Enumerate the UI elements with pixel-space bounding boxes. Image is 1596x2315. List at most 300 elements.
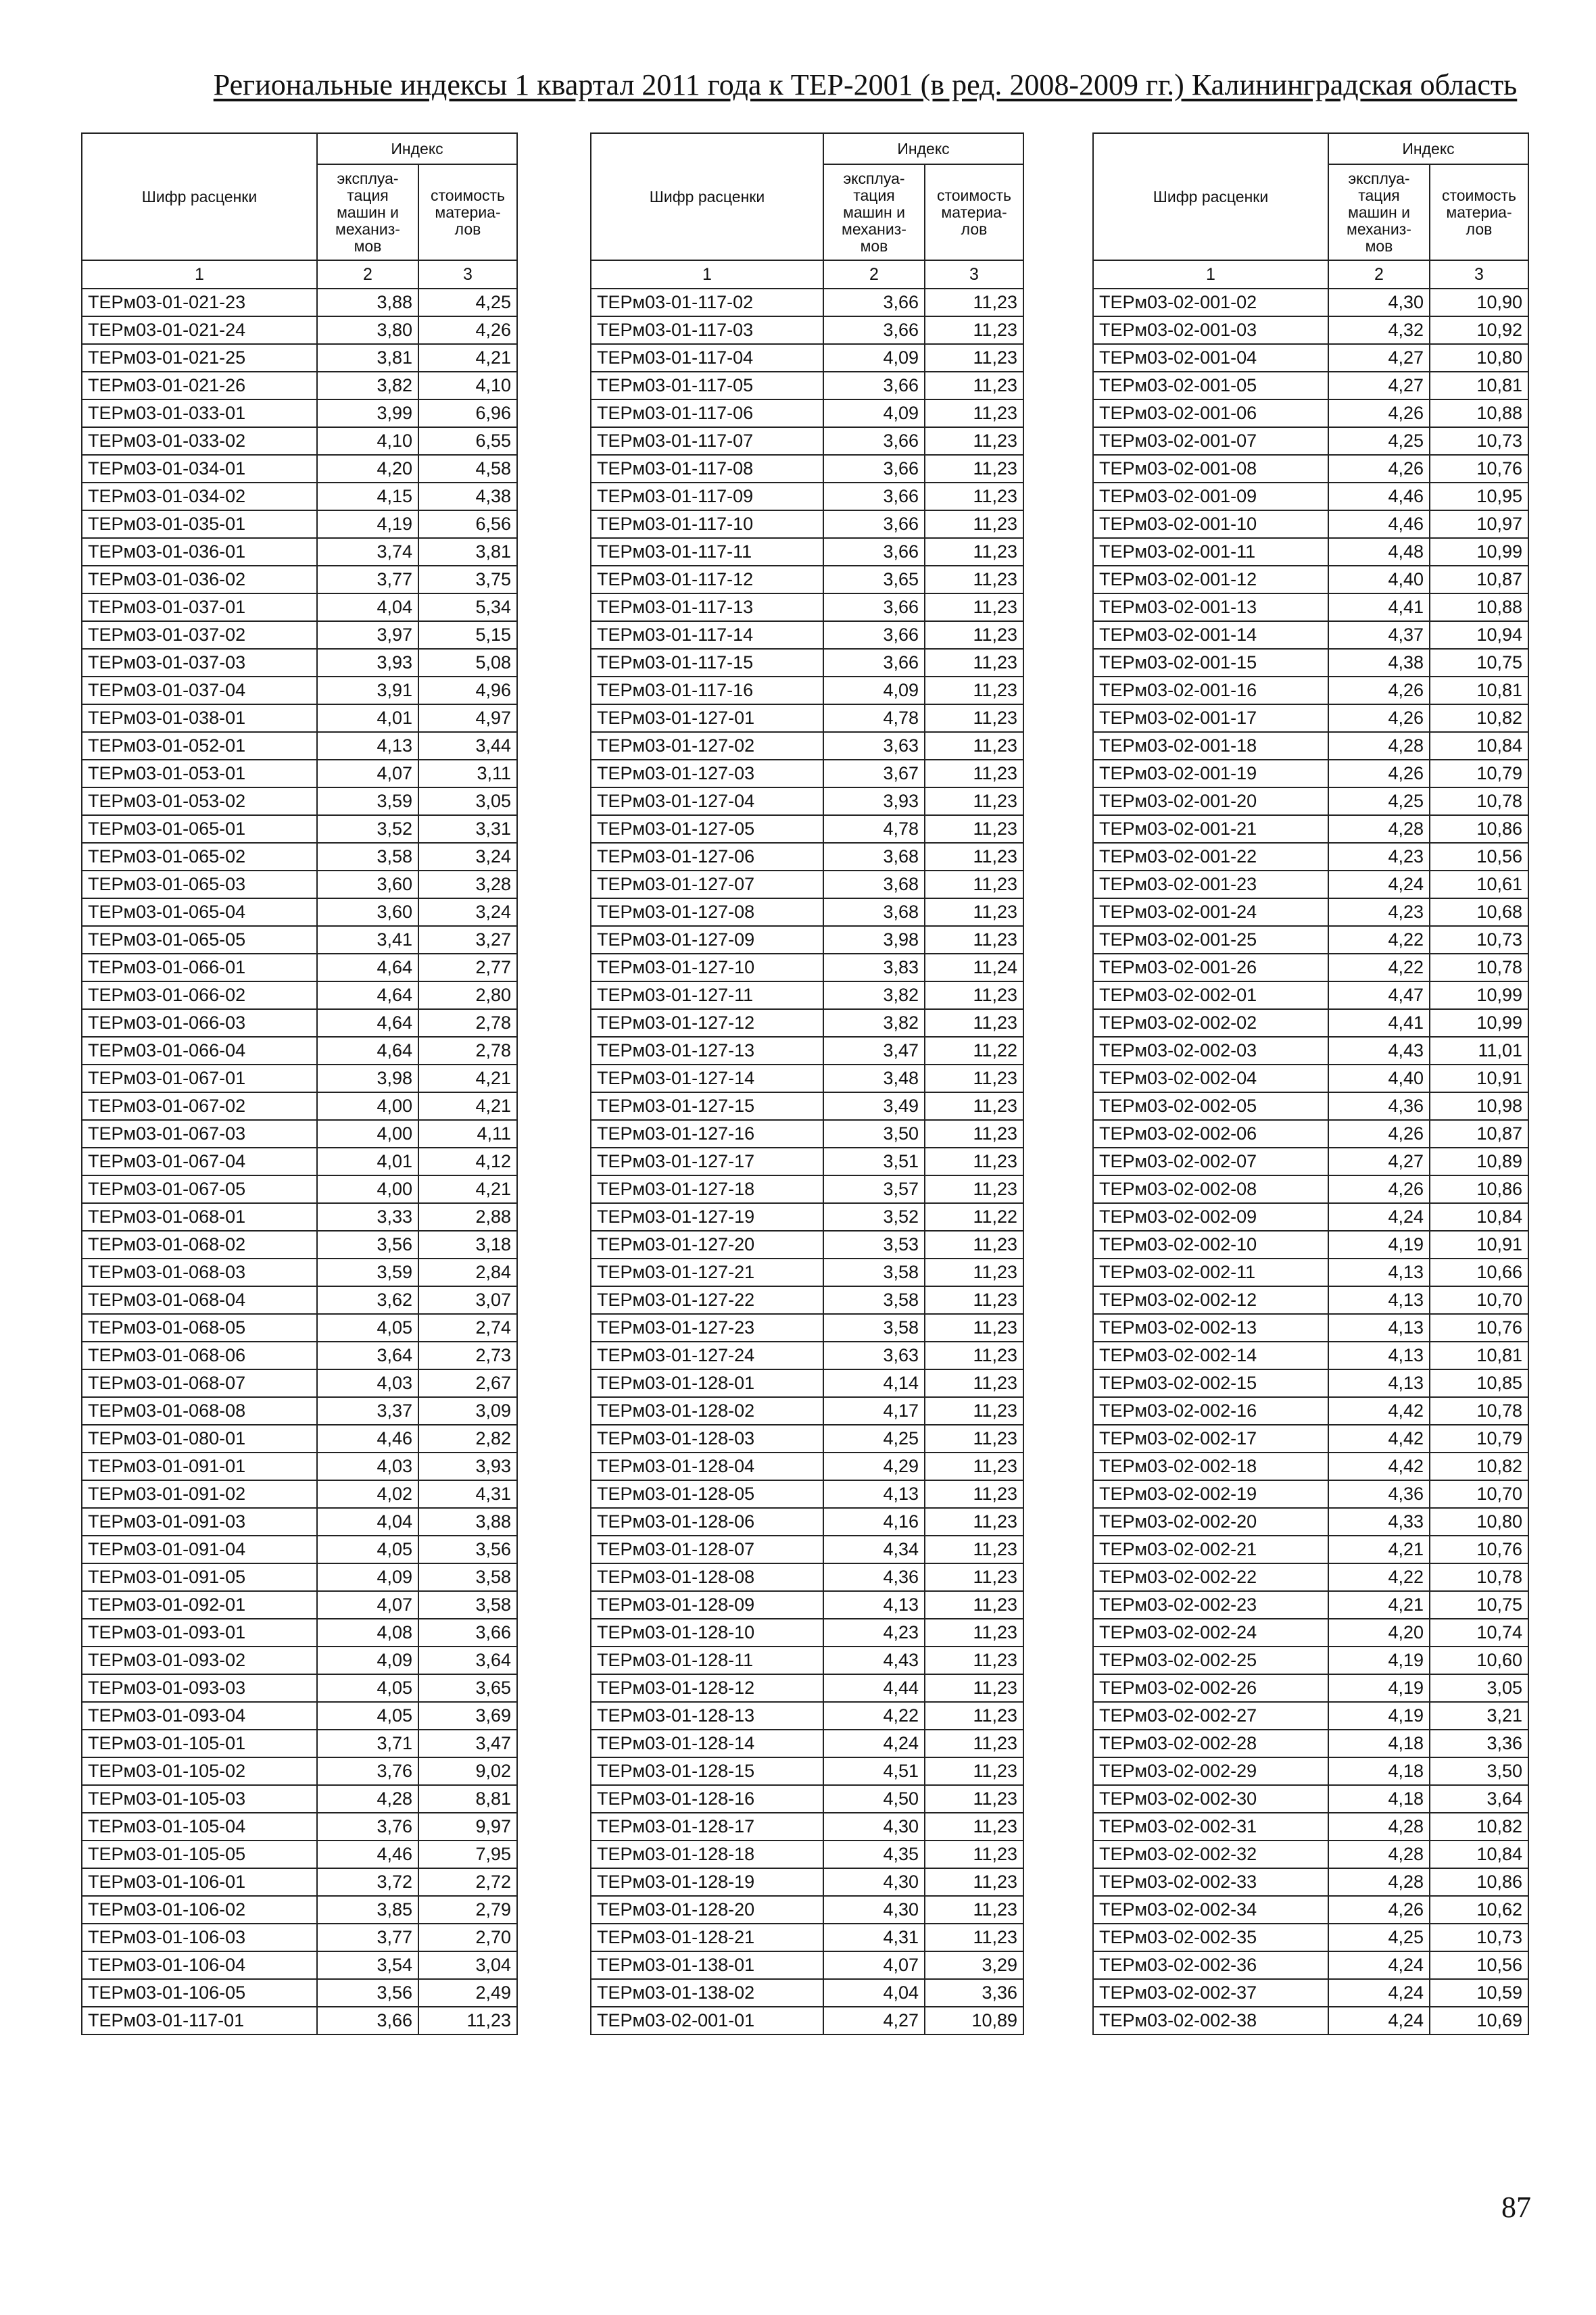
table-row [82, 1259, 517, 1286]
table-row [591, 1536, 1023, 1563]
rate-code: ТЕРм03-01-093-03 [82, 1674, 317, 1702]
table-row [82, 1647, 517, 1674]
table-row [1093, 1702, 1528, 1730]
materials-index: 4,97 [418, 704, 517, 732]
machines-index: 4,26 [1328, 760, 1430, 787]
machines-index: 4,01 [317, 1148, 418, 1175]
table-row [591, 399, 1023, 427]
materials-index: 10,99 [1430, 538, 1528, 566]
materials-index: 10,92 [1430, 316, 1528, 344]
materials-index: 11,23 [925, 344, 1023, 372]
table-row [591, 787, 1023, 815]
materials-index: 10,84 [1430, 1841, 1528, 1868]
machines-index: 4,05 [317, 1314, 418, 1342]
table-row [82, 621, 517, 649]
rate-code: ТЕРм03-02-001-04 [1093, 344, 1328, 372]
rate-code: ТЕРм03-02-002-33 [1093, 1868, 1328, 1896]
materials-index: 11,23 [925, 1453, 1023, 1480]
rate-code: ТЕРм03-02-002-02 [1093, 1009, 1328, 1037]
machines-index: 3,66 [317, 2007, 418, 2034]
rate-code: ТЕРм03-02-002-27 [1093, 1702, 1328, 1730]
machines-index: 3,54 [317, 1951, 418, 1979]
materials-index: 2,78 [418, 1037, 517, 1065]
table-row [1093, 1314, 1528, 1342]
table-row [82, 1148, 517, 1175]
table-row [591, 732, 1023, 760]
machines-index: 3,52 [317, 815, 418, 843]
rate-code: ТЕРм03-01-065-02 [82, 843, 317, 871]
rate-code: ТЕРм03-01-127-03 [591, 760, 823, 787]
table-row [591, 760, 1023, 787]
machines-index: 3,62 [317, 1286, 418, 1314]
machines-index: 4,48 [1328, 538, 1430, 566]
materials-index: 3,75 [418, 566, 517, 593]
rate-code: ТЕРм03-01-127-20 [591, 1231, 823, 1259]
table-row [1093, 1065, 1528, 1092]
materials-index: 3,58 [418, 1591, 517, 1619]
machines-index: 3,63 [823, 732, 925, 760]
header-num-3: 3 [925, 260, 1023, 289]
machines-index: 3,85 [317, 1896, 418, 1924]
materials-index: 10,78 [1430, 954, 1528, 981]
materials-index: 11,23 [925, 289, 1023, 316]
table-row [82, 1065, 517, 1092]
table-row [591, 1841, 1023, 1868]
index-table-2 [590, 132, 1024, 2035]
rate-code: ТЕРм03-02-001-19 [1093, 760, 1328, 787]
rate-code: ТЕРм03-01-106-04 [82, 1951, 317, 1979]
rate-code: ТЕРм03-01-117-01 [82, 2007, 317, 2034]
materials-index: 11,23 [925, 704, 1023, 732]
rate-code: ТЕРм03-02-001-18 [1093, 732, 1328, 760]
machines-index: 3,74 [317, 538, 418, 566]
table-row [82, 1009, 517, 1037]
rate-code: ТЕРм03-01-066-03 [82, 1009, 317, 1037]
materials-index: 3,44 [418, 732, 517, 760]
table-row [591, 1896, 1023, 1924]
table-row [82, 981, 517, 1009]
rate-code: ТЕРм03-01-037-04 [82, 677, 317, 704]
machines-index: 4,30 [823, 1896, 925, 1924]
materials-index: 11,23 [925, 427, 1023, 455]
rate-code: ТЕРм03-01-037-02 [82, 621, 317, 649]
materials-index: 11,23 [925, 1425, 1023, 1453]
table-row [82, 1120, 517, 1148]
rate-code: ТЕРм03-01-128-04 [591, 1453, 823, 1480]
machines-index: 3,98 [823, 926, 925, 954]
materials-index: 11,23 [925, 649, 1023, 677]
machines-index: 4,13 [823, 1480, 925, 1508]
rate-code: ТЕРм03-02-002-21 [1093, 1536, 1328, 1563]
materials-index: 3,50 [1430, 1757, 1528, 1785]
materials-index: 3,05 [1430, 1674, 1528, 1702]
machines-index: 4,07 [317, 760, 418, 787]
table-row [591, 1785, 1023, 1813]
machines-index: 4,36 [823, 1563, 925, 1591]
machines-index: 4,64 [317, 1009, 418, 1037]
machines-index: 3,58 [823, 1314, 925, 1342]
rate-code: ТЕРм03-02-002-01 [1093, 981, 1328, 1009]
table-row [82, 1924, 517, 1951]
materials-index: 11,23 [925, 1369, 1023, 1397]
machines-index: 4,04 [317, 593, 418, 621]
rate-code: ТЕРм03-01-128-11 [591, 1647, 823, 1674]
rate-code: ТЕРм03-01-105-04 [82, 1813, 317, 1841]
materials-index: 10,76 [1430, 455, 1528, 483]
rate-code: ТЕРм03-01-117-11 [591, 538, 823, 566]
machines-index: 4,14 [823, 1369, 925, 1397]
machines-index: 4,10 [317, 427, 418, 455]
header-num-3: 3 [1430, 260, 1528, 289]
materials-index: 10,88 [1430, 593, 1528, 621]
table-row [591, 1868, 1023, 1896]
rate-code: ТЕРм03-02-001-23 [1093, 871, 1328, 898]
materials-index: 11,23 [925, 1757, 1023, 1785]
materials-index: 10,80 [1430, 1508, 1528, 1536]
rate-code: ТЕРм03-01-091-05 [82, 1563, 317, 1591]
rate-code: ТЕРм03-02-001-06 [1093, 399, 1328, 427]
table-row [82, 1092, 517, 1120]
rate-code: ТЕРм03-01-128-18 [591, 1841, 823, 1868]
machines-index: 4,00 [317, 1175, 418, 1203]
table-row [82, 289, 517, 316]
materials-index: 10,73 [1430, 926, 1528, 954]
materials-index: 3,69 [418, 1702, 517, 1730]
table-row [591, 815, 1023, 843]
machines-index: 4,24 [823, 1730, 925, 1757]
materials-index: 10,99 [1430, 1009, 1528, 1037]
machines-index: 4,27 [1328, 344, 1430, 372]
table-row [591, 649, 1023, 677]
materials-index: 11,23 [925, 732, 1023, 760]
table-row [82, 2007, 517, 2034]
machines-index: 4,19 [1328, 1647, 1430, 1674]
rate-code: ТЕРм03-01-128-19 [591, 1868, 823, 1896]
header-num-2: 2 [317, 260, 418, 289]
materials-index: 11,23 [925, 1148, 1023, 1175]
machines-index: 4,02 [317, 1480, 418, 1508]
materials-index: 2,80 [418, 981, 517, 1009]
table-row [82, 787, 517, 815]
table-row [1093, 843, 1528, 871]
table-row [1093, 1591, 1528, 1619]
materials-index: 2,79 [418, 1896, 517, 1924]
materials-index: 11,23 [925, 1092, 1023, 1120]
table-row [591, 1259, 1023, 1286]
rate-code: ТЕРм03-02-002-30 [1093, 1785, 1328, 1813]
machines-index: 4,34 [823, 1536, 925, 1563]
machines-index: 4,09 [823, 677, 925, 704]
machines-index: 4,64 [317, 954, 418, 981]
materials-index: 3,88 [418, 1508, 517, 1536]
table-row [82, 1702, 517, 1730]
rate-code: ТЕРм03-01-093-01 [82, 1619, 317, 1647]
table-row [82, 1037, 517, 1065]
table-row [591, 843, 1023, 871]
machines-index: 4,25 [1328, 787, 1430, 815]
machines-index: 4,03 [317, 1369, 418, 1397]
rate-code: ТЕРм03-02-002-03 [1093, 1037, 1328, 1065]
machines-index: 4,15 [317, 483, 418, 510]
rate-code: ТЕРм03-01-128-21 [591, 1924, 823, 1951]
machines-index: 4,00 [317, 1092, 418, 1120]
table-row [591, 593, 1023, 621]
materials-index: 11,23 [925, 510, 1023, 538]
machines-index: 4,13 [1328, 1259, 1430, 1286]
table-row [1093, 1757, 1528, 1785]
materials-index: 4,12 [418, 1148, 517, 1175]
header-materials: стоимость материа- лов [925, 164, 1023, 260]
machines-index: 3,41 [317, 926, 418, 954]
rate-code: ТЕРм03-01-033-02 [82, 427, 317, 455]
rate-code: ТЕРм03-01-066-01 [82, 954, 317, 981]
materials-index: 11,23 [925, 1674, 1023, 1702]
table-row [82, 1619, 517, 1647]
rate-code: ТЕРм03-02-002-20 [1093, 1508, 1328, 1536]
machines-index: 4,23 [1328, 843, 1430, 871]
materials-index: 4,25 [418, 289, 517, 316]
table-row [591, 1951, 1023, 1979]
materials-index: 2,67 [418, 1369, 517, 1397]
page-title: Региональные индексы 1 квартал 2011 года к ТЕР-2001 (в ред. 2008-2009 гг.) Калининградская область [213, 68, 1518, 101]
machines-index: 3,49 [823, 1092, 925, 1120]
machines-index: 3,91 [317, 677, 418, 704]
rate-code: ТЕРм03-01-138-02 [591, 1979, 823, 2007]
machines-index: 4,19 [317, 510, 418, 538]
rate-code: ТЕРм03-01-128-13 [591, 1702, 823, 1730]
rate-code: ТЕРм03-01-068-06 [82, 1342, 317, 1369]
machines-index: 3,59 [317, 1259, 418, 1286]
materials-index: 11,23 [418, 2007, 517, 2034]
materials-index: 10,85 [1430, 1369, 1528, 1397]
machines-index: 4,04 [317, 1508, 418, 1536]
table-row [1093, 483, 1528, 510]
machines-index: 4,24 [1328, 871, 1430, 898]
materials-index: 10,75 [1430, 1591, 1528, 1619]
machines-index: 4,27 [1328, 1148, 1430, 1175]
materials-index: 10,80 [1430, 344, 1528, 372]
materials-index: 10,86 [1430, 1175, 1528, 1203]
machines-index: 4,28 [1328, 1813, 1430, 1841]
table-row [591, 621, 1023, 649]
table-row [1093, 1951, 1528, 1979]
materials-index: 10,81 [1430, 1342, 1528, 1369]
materials-index: 3,29 [925, 1951, 1023, 1979]
rate-code: ТЕРм03-01-106-02 [82, 1896, 317, 1924]
rate-code: ТЕРм03-01-035-01 [82, 510, 317, 538]
materials-index: 3,07 [418, 1286, 517, 1314]
table-row [1093, 1868, 1528, 1896]
materials-index: 10,87 [1430, 566, 1528, 593]
rate-code: ТЕРм03-01-128-06 [591, 1508, 823, 1536]
machines-index: 3,66 [823, 427, 925, 455]
machines-index: 4,44 [823, 1674, 925, 1702]
table-row [591, 1231, 1023, 1259]
rate-code: ТЕРм03-01-093-04 [82, 1702, 317, 1730]
table-row [1093, 1979, 1528, 2007]
machines-index: 4,07 [317, 1591, 418, 1619]
rate-code: ТЕРм03-02-001-25 [1093, 926, 1328, 954]
materials-index: 2,84 [418, 1259, 517, 1286]
materials-index: 10,94 [1430, 621, 1528, 649]
machines-index: 4,18 [1328, 1757, 1430, 1785]
rate-code: ТЕРм03-01-106-03 [82, 1924, 317, 1951]
materials-index: 10,56 [1430, 843, 1528, 871]
materials-index: 10,66 [1430, 1259, 1528, 1286]
machines-index: 4,24 [1328, 1951, 1430, 1979]
rate-code: ТЕРм03-02-002-25 [1093, 1647, 1328, 1674]
materials-index: 3,36 [925, 1979, 1023, 2007]
materials-index: 3,47 [418, 1730, 517, 1757]
machines-index: 3,67 [823, 760, 925, 787]
materials-index: 10,73 [1430, 427, 1528, 455]
table-row [82, 427, 517, 455]
machines-index: 4,41 [1328, 593, 1430, 621]
machines-index: 4,05 [317, 1536, 418, 1563]
rate-code: ТЕРм03-01-117-09 [591, 483, 823, 510]
rate-code: ТЕРм03-01-068-03 [82, 1259, 317, 1286]
rate-code: ТЕРм03-01-091-03 [82, 1508, 317, 1536]
machines-index: 3,66 [823, 289, 925, 316]
table-row [82, 1896, 517, 1924]
rate-code: ТЕРм03-02-002-10 [1093, 1231, 1328, 1259]
rate-code: ТЕРм03-01-034-02 [82, 483, 317, 510]
rate-code: ТЕРм03-02-002-19 [1093, 1480, 1328, 1508]
materials-index: 3,56 [418, 1536, 517, 1563]
table-row [591, 926, 1023, 954]
machines-index: 3,37 [317, 1397, 418, 1425]
rate-code: ТЕРм03-01-127-13 [591, 1037, 823, 1065]
rate-code: ТЕРм03-01-021-25 [82, 344, 317, 372]
rate-code: ТЕРм03-01-068-07 [82, 1369, 317, 1397]
machines-index: 4,01 [317, 704, 418, 732]
rate-code: ТЕРм03-01-067-03 [82, 1120, 317, 1148]
table-row [1093, 760, 1528, 787]
machines-index: 4,46 [317, 1425, 418, 1453]
table-row [82, 1508, 517, 1536]
machines-index: 4,20 [1328, 1619, 1430, 1647]
table-row [591, 510, 1023, 538]
rate-code: ТЕРм03-02-001-24 [1093, 898, 1328, 926]
machines-index: 4,08 [317, 1619, 418, 1647]
materials-index: 10,73 [1430, 1924, 1528, 1951]
table-row [1093, 1647, 1528, 1674]
table-row [591, 1092, 1023, 1120]
rate-code: ТЕРм03-02-002-28 [1093, 1730, 1328, 1757]
machines-index: 3,76 [317, 1757, 418, 1785]
machines-index: 4,25 [1328, 1924, 1430, 1951]
materials-index: 3,21 [1430, 1702, 1528, 1730]
table-row [1093, 1536, 1528, 1563]
table-row [591, 1203, 1023, 1231]
table-row [591, 1730, 1023, 1757]
table-row [591, 1619, 1023, 1647]
machines-index: 3,56 [317, 1231, 418, 1259]
machines-index: 3,50 [823, 1120, 925, 1148]
machines-index: 3,52 [823, 1203, 925, 1231]
materials-index: 10,86 [1430, 815, 1528, 843]
rate-code: ТЕРм03-01-068-05 [82, 1314, 317, 1342]
rate-code: ТЕРм03-01-117-03 [591, 316, 823, 344]
rate-code: ТЕРм03-02-001-11 [1093, 538, 1328, 566]
materials-index: 10,84 [1430, 1203, 1528, 1231]
table-row [82, 677, 517, 704]
table-row [591, 372, 1023, 399]
machines-index: 3,83 [823, 954, 925, 981]
table-row [82, 344, 517, 372]
machines-index: 4,26 [1328, 399, 1430, 427]
materials-index: 5,08 [418, 649, 517, 677]
machines-index: 3,72 [317, 1868, 418, 1896]
materials-index: 11,23 [925, 455, 1023, 483]
materials-index: 3,27 [418, 926, 517, 954]
rate-code: ТЕРм03-01-127-14 [591, 1065, 823, 1092]
rate-code: ТЕРм03-02-002-38 [1093, 2007, 1328, 2034]
table-row [82, 843, 517, 871]
machines-index: 4,03 [317, 1453, 418, 1480]
machines-index: 4,27 [1328, 372, 1430, 399]
table-row [1093, 1453, 1528, 1480]
materials-index: 11,23 [925, 760, 1023, 787]
rate-code: ТЕРм03-01-065-05 [82, 926, 317, 954]
rate-code: ТЕРм03-02-001-22 [1093, 843, 1328, 871]
materials-index: 3,18 [418, 1231, 517, 1259]
table-row [591, 289, 1023, 316]
table-row [591, 1979, 1023, 2007]
rate-code: ТЕРм03-01-038-01 [82, 704, 317, 732]
machines-index: 4,09 [317, 1563, 418, 1591]
index-table-1 [81, 132, 518, 2035]
materials-index: 10,70 [1430, 1480, 1528, 1508]
materials-index: 11,23 [925, 1120, 1023, 1148]
rate-code: ТЕРм03-01-127-24 [591, 1342, 823, 1369]
machines-index: 4,19 [1328, 1674, 1430, 1702]
table-row [591, 1037, 1023, 1065]
page-number: 87 [1501, 2191, 1531, 2224]
machines-index: 3,68 [823, 898, 925, 926]
table-row [1093, 1203, 1528, 1231]
materials-index: 4,96 [418, 677, 517, 704]
header-materials: стоимость материа- лов [418, 164, 517, 260]
materials-index: 2,73 [418, 1342, 517, 1369]
rate-code: ТЕРм03-01-117-10 [591, 510, 823, 538]
materials-index: 3,31 [418, 815, 517, 843]
rate-code: ТЕРм03-02-002-37 [1093, 1979, 1328, 2007]
table-row [591, 1342, 1023, 1369]
machines-index: 4,05 [317, 1674, 418, 1702]
materials-index: 2,78 [418, 1009, 517, 1037]
table-row [591, 677, 1023, 704]
materials-index: 11,23 [925, 981, 1023, 1009]
rate-code: ТЕРм03-02-002-32 [1093, 1841, 1328, 1868]
table-row [591, 1591, 1023, 1619]
machines-index: 3,82 [823, 1009, 925, 1037]
materials-index: 11,23 [925, 1065, 1023, 1092]
table-row [82, 704, 517, 732]
rate-code: ТЕРм03-01-117-16 [591, 677, 823, 704]
table-row [591, 1175, 1023, 1203]
materials-index: 10,82 [1430, 704, 1528, 732]
materials-index: 2,74 [418, 1314, 517, 1342]
table-row [1093, 1785, 1528, 1813]
machines-index: 4,09 [317, 1647, 418, 1674]
rate-code: ТЕРм03-01-037-01 [82, 593, 317, 621]
machines-index: 3,71 [317, 1730, 418, 1757]
table-row [591, 1480, 1023, 1508]
rate-code: ТЕРм03-01-117-08 [591, 455, 823, 483]
materials-index: 11,23 [925, 1480, 1023, 1508]
materials-index: 11,23 [925, 1286, 1023, 1314]
